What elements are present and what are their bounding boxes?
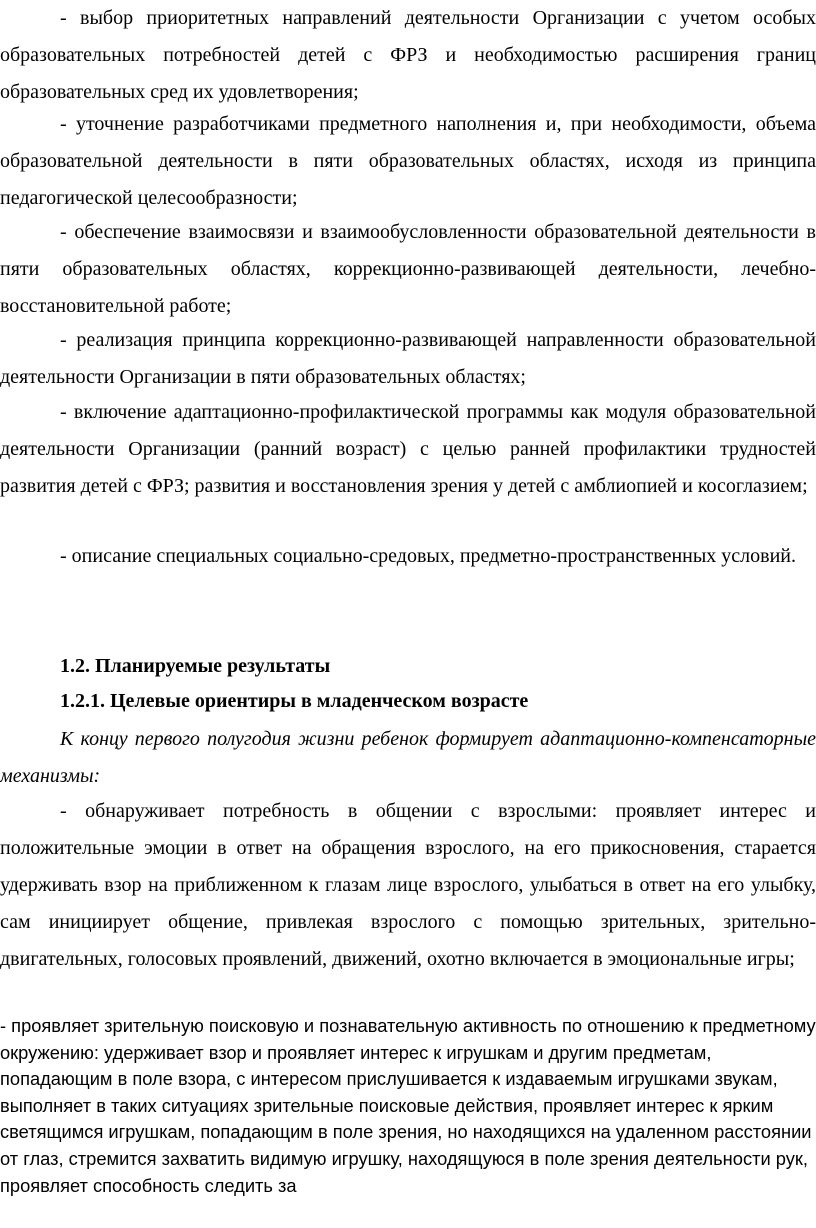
paragraph-communication-need: - обнаруживает потребность в общении с взрослыми: проявляет интерес и положительные эмоции в ответ на обращения взрослого, на его прикосновения, старается удерживать взор на приближенном к глазам лице взрослого, улыбаться в ответ на его улыбку, сам инициирует общение, привлекая взрослого с помощью зрительных, зрительно-двигательных, голосовых проявлений, движений, охотно включается в эмоциональные игры;	[0, 800, 816, 970]
paragraph-adaptation-module: - включение адаптационно-профилактической программы как модуля образовательной деятельности Организации (ранний возраст) с целью ранней профилактики трудностей развития детей с ФРЗ; развития и восстановления зрения у детей с амблиопией и косоглазием;	[0, 401, 816, 497]
paragraph-correction-principle: - реализация принципа коррекционно-развивающей направленности образовательной деятельности Организации в пяти образовательных областях;	[0, 329, 816, 388]
intro-italic-statement: К концу первого полугодия жизни ребенок формирует адаптационно-компенсаторные механизмы:	[0, 728, 816, 787]
paragraph-content-clarification: - уточнение разработчиками предметного наполнения и, при необходимости, объема образовательной деятельности в пяти образовательных областях, исходя из принципа педагогической целесообразности;	[0, 113, 816, 209]
section-heading-planned-results: 1.2. Планируемые результаты	[60, 655, 331, 677]
subsection-heading-infancy-targets: 1.2.1. Целевые ориентиры в младенческом возрасте	[60, 690, 529, 712]
paragraph-special-conditions: - описание специальных социально-средовых, предметно-пространственных условий.	[60, 545, 796, 567]
paragraph-interrelation: - обеспечение взаимосвязи и взаимообусловленности образовательной деятельности в пяти образовательных областях, коррекционно-развивающей деятельности, лечебно-восстановительной работе;	[0, 221, 816, 317]
paragraph-priority-directions: - выбор приоритетных направлений деятельности Организации с учетом особых образовательных потребностей детей с ФРЗ и необходимостью расширения границ образовательных сред их удовлетворения;	[0, 7, 816, 103]
paragraph-visual-search-activity: - проявляет зрительную поисковую и познавательную активность по отношению к предметному окружению: удерживает взор и проявляет интерес к игрушкам и другим предметам, попадающим в поле взора, с интересом прислушивается к издаваемым игрушками звукам, выполняет в таких ситуациях зрительные поисковые действия, проявляет интерес к ярким светящимся игрушкам, попадающим в поле зрения, но находящихся на удаленном расстоянии от глаз, стремится захватить видимую игрушку, находящуюся в поле зрения деятельности рук, проявляет способность следить за	[0, 1015, 816, 1196]
